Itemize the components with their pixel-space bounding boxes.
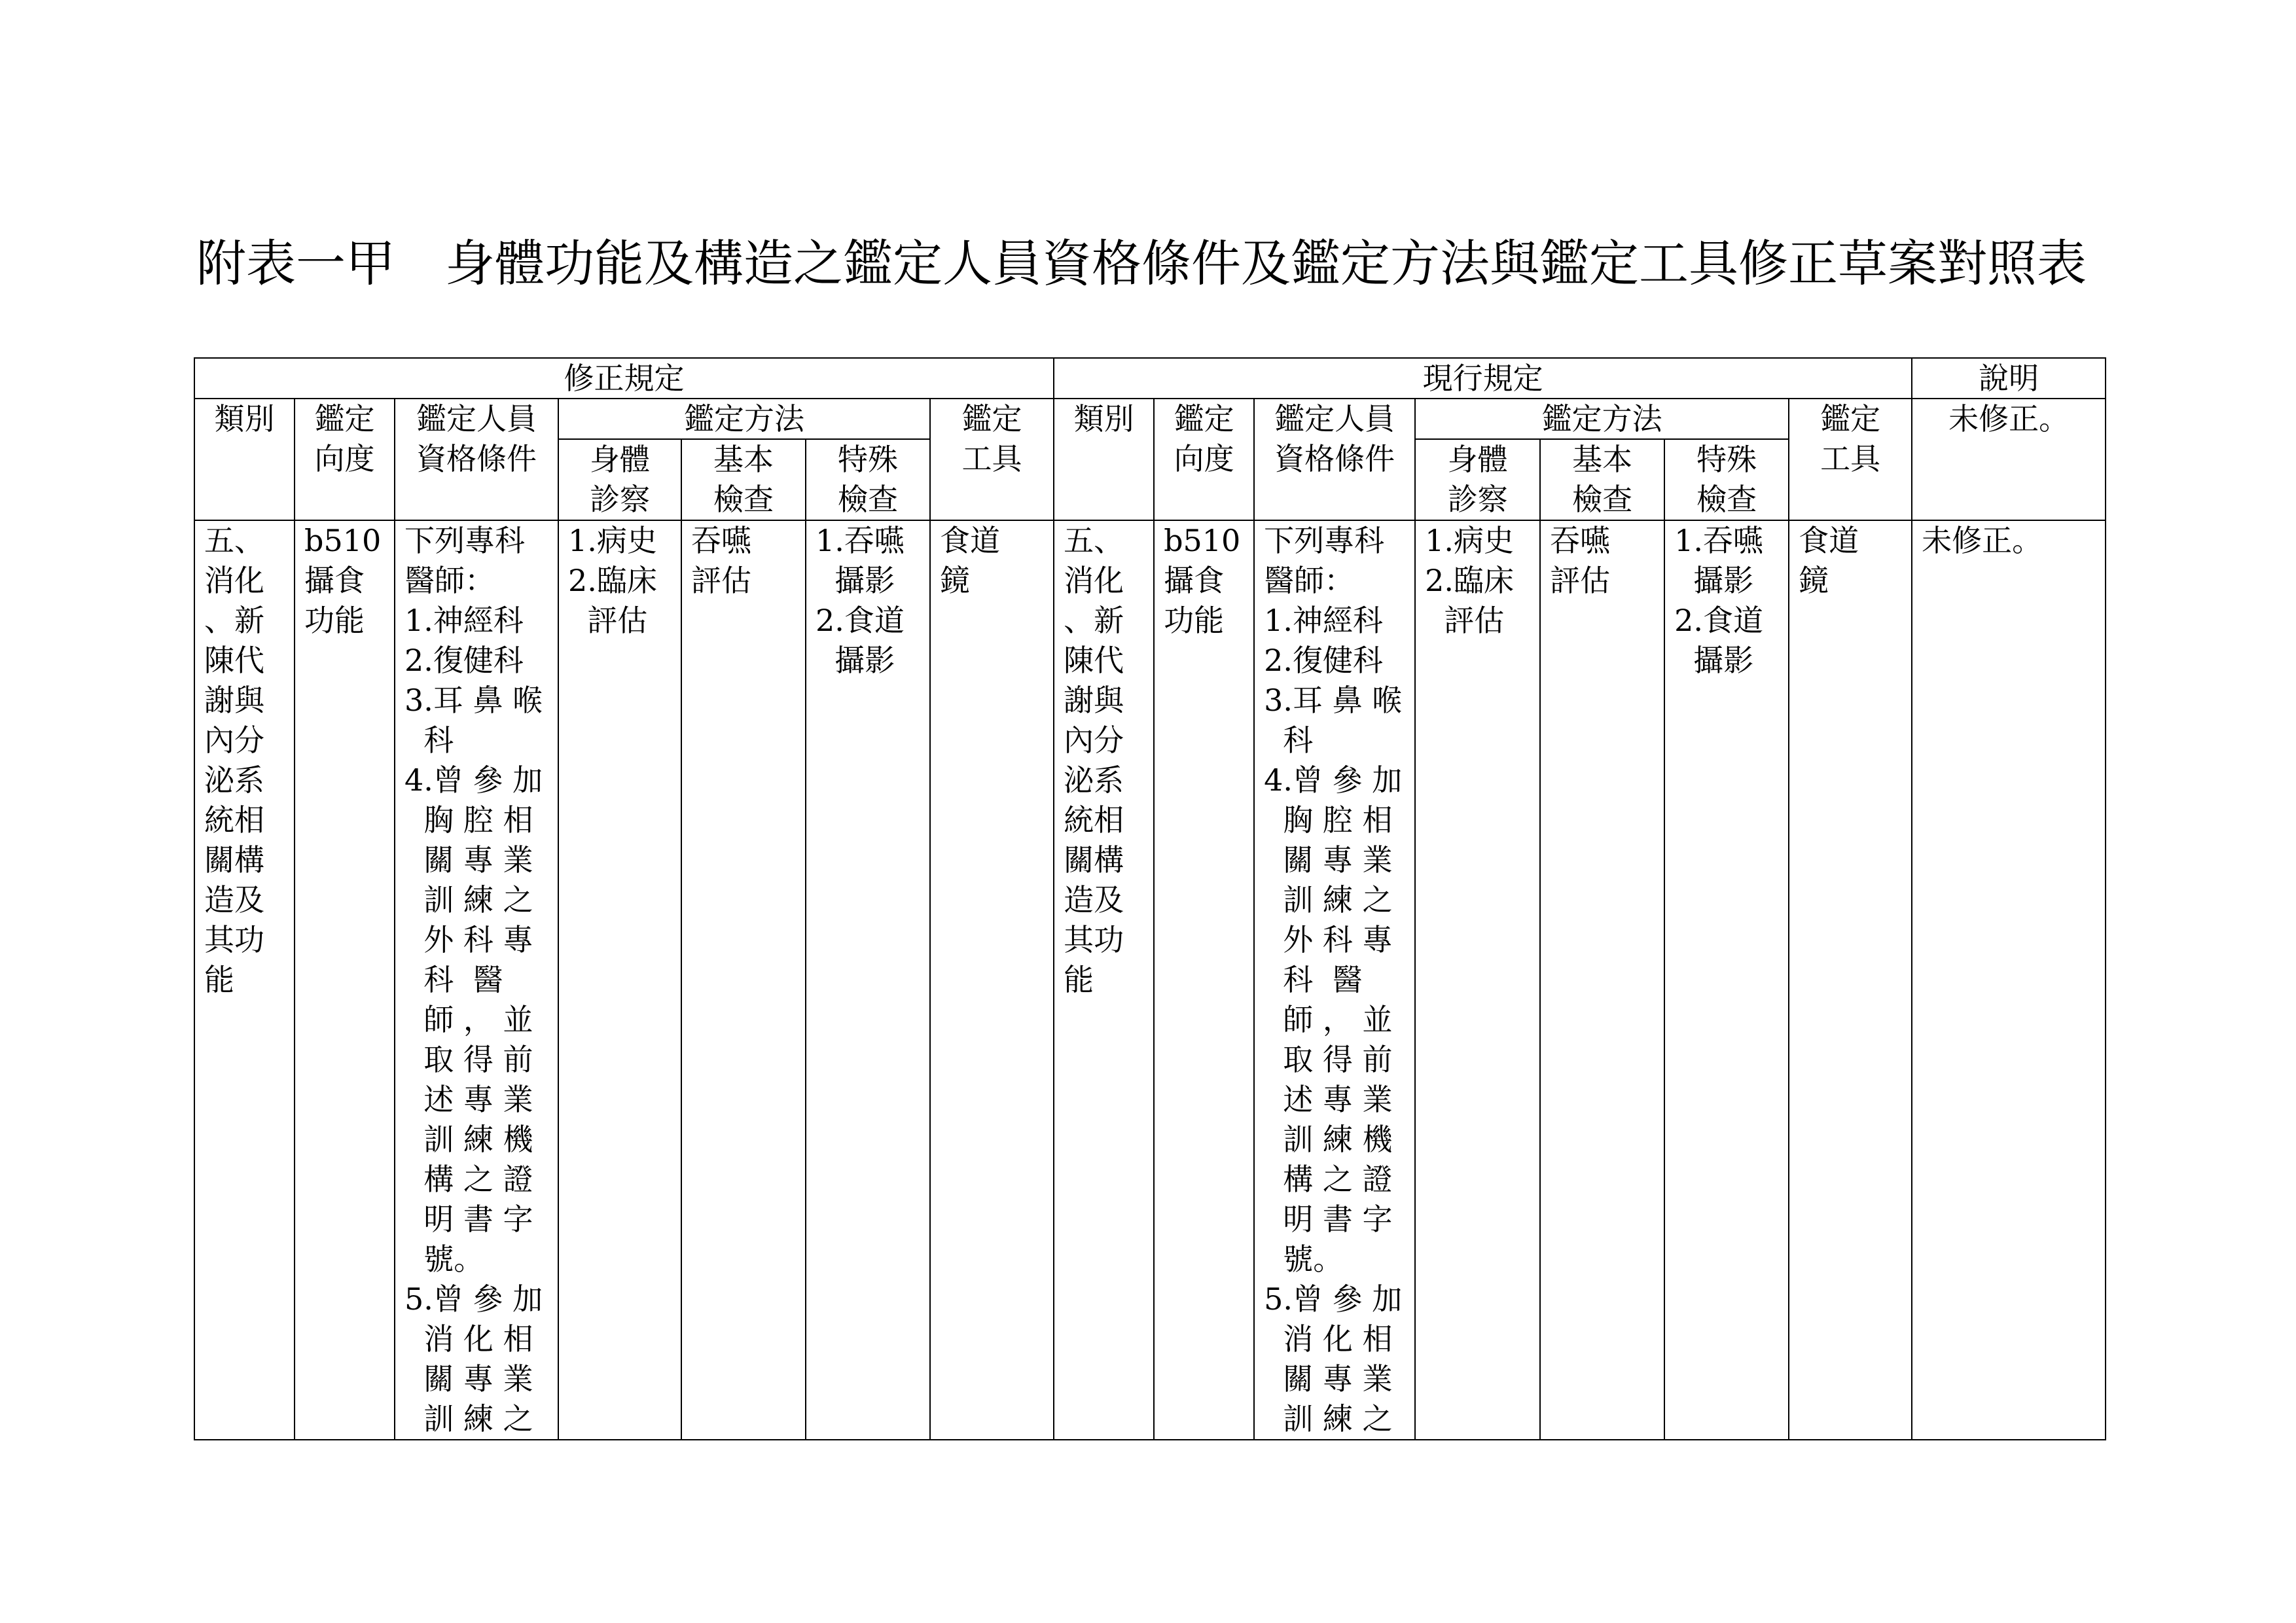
revised-dimension-header: 鑑定 向度 xyxy=(295,399,395,520)
revised-category-header: 類別 xyxy=(194,399,295,520)
current-qualification-cell: 下列專科 醫師： 1.神經科 2.復健科 3.耳 鼻 喉 科 4.曾 參 加 胸 腔 相 關 專 業 訓 練 之 外 科 專 科 醫 師 ， 並 取 得 前 述 專 業 訓 練 機 構 之 證 明 書 字 號。 5.曾 參 加 消 化 相 關 專 業 訓 練 之 xyxy=(1254,520,1415,1440)
current-method-basic-header: 基本 檢查 xyxy=(1540,439,1664,520)
revised-method-body-cell: 1.病史 2.臨床 評估 xyxy=(558,520,681,1440)
current-method-header: 鑑定方法 xyxy=(1415,399,1789,439)
current-tool-header: 鑑定 工具 xyxy=(1789,399,1912,520)
revised-method-header: 鑑定方法 xyxy=(558,399,930,439)
revised-method-basic-header: 基本 檢查 xyxy=(681,439,806,520)
comparison-table xyxy=(194,357,2106,1440)
current-method-body-header: 身體 診察 xyxy=(1415,439,1540,520)
note-cell: 未修正。 xyxy=(1912,520,2106,1440)
group-header-row xyxy=(194,358,2106,399)
note-header-cell: 未修正。 xyxy=(1912,399,2106,520)
current-group-header: 現行規定 xyxy=(1054,358,1912,399)
current-tool-cell: 食道 鏡 xyxy=(1789,520,1912,1440)
current-method-basic-cell: 吞嚥 評估 xyxy=(1540,520,1664,1440)
current-method-body-cell: 1.病史 2.臨床 評估 xyxy=(1415,520,1540,1440)
revised-tool-header: 鑑定 工具 xyxy=(930,399,1054,520)
column-header-row xyxy=(194,399,2106,439)
revised-qualification-cell: 下列專科 醫師： 1.神經科 2.復健科 3.耳 鼻 喉 科 4.曾 參 加 胸 腔 相 關 專 業 訓 練 之 外 科 專 科 醫 師 ， 並 取 得 前 述 專 業 訓 練 機 構 之 證 明 書 字 號。 5.曾 參 加 消 化 相 關 專 業 訓 練 之 xyxy=(395,520,558,1440)
revised-dimension-cell: b510 攝食 功能 xyxy=(295,520,395,1440)
revised-method-special-cell: 1.吞嚥 攝影 2.食道 攝影 xyxy=(806,520,930,1440)
revised-category-cell: 五、 消化 、新 陳代 謝與 內分 泌系 統相 關構 造及 其功 能 xyxy=(194,520,295,1440)
current-dimension-header: 鑑定 向度 xyxy=(1154,399,1254,520)
revised-method-basic-cell: 吞嚥 評估 xyxy=(681,520,806,1440)
current-method-special-cell: 1.吞嚥 攝影 2.食道 攝影 xyxy=(1664,520,1789,1440)
revised-method-body-header: 身體 診察 xyxy=(558,439,681,520)
table-row xyxy=(194,520,2106,1440)
revised-group-header: 修正規定 xyxy=(194,358,1054,399)
current-category-header: 類別 xyxy=(1054,399,1154,520)
current-dimension-cell: b510 攝食 功能 xyxy=(1154,520,1254,1440)
current-method-special-header: 特殊 檢查 xyxy=(1664,439,1789,520)
revised-qualification-header: 鑑定人員 資格條件 xyxy=(395,399,558,520)
current-qualification-header: 鑑定人員 資格條件 xyxy=(1254,399,1415,520)
revised-tool-cell: 食道 鏡 xyxy=(930,520,1054,1440)
document-title: 附表一甲 身體功能及構造之鑑定人員資格條件及鑑定方法與鑑定工具修正草案對照表 xyxy=(196,234,2087,293)
revised-method-special-header: 特殊 檢查 xyxy=(806,439,930,520)
current-category-cell: 五、 消化 、新 陳代 謝與 內分 泌系 統相 關構 造及 其功 能 xyxy=(1054,520,1154,1440)
note-group-header: 說明 xyxy=(1912,358,2106,399)
